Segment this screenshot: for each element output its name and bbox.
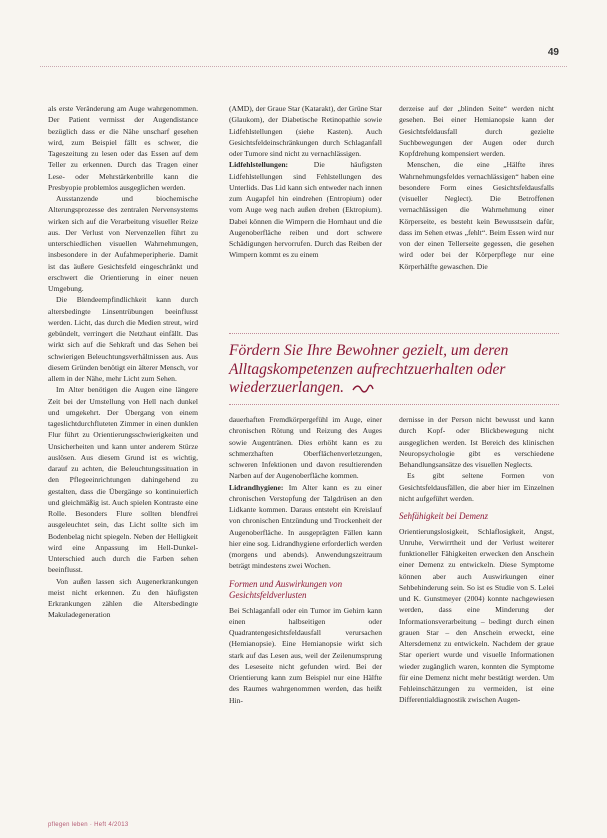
column-2-top [229,103,382,261]
paragraph: (AMD), der Graue Star (Katarakt), der Grüne Star (Glaukom), der Diabetische Retinopathie sowie Lidfehlstellungen (siehe Kasten). Auch Gesichtsfeldeinschränkungen durch Schlaganfall oder Tumore sind nicht zu vernachlässigen. [229,104,382,158]
paragraph: Es gibt seltene Formen von Gesichtsfeldausfällen, die aber hier im Einzelnen nicht aufgeführt werden. [399,471,554,503]
run-in-heading: Lidfehlstellungen: [229,160,289,170]
column-1 [48,103,198,621]
run-in-heading: Lidrandhygiene: [229,482,284,492]
pullquote-rule-bottom [229,404,559,405]
pullquote [229,342,559,398]
column-3-bottom [399,414,554,706]
subheading: Formen und Auswirkungen von Gesichtsfeldverlusten [229,578,343,600]
paragraph: Ausstanzende und biochemische Alterungsprozesse des zentralen Nervensystems wirken sich auf die Verarbeitung visueller Reize aus. Der Verlust von Nervenzellen führt zu unterschiedlichen visuellen Wahrnehmungen, insbesondere in der Aufahmeperipherie. Damit ist das äußere Gesichtsfeld eingeschränkt und erschwert die Orientierung in einer neuen Umgebung. [48,194,198,293]
pullquote-rule-top [229,333,559,334]
paragraph: dernisse in der Person nicht bewusst und kann durch Kopf- oder Blickbewegung nicht ausgeglichen werden. Ist Bereich des klinischen Neuropsychologie gibt es verschiedene Behandlungsansätze des visuellen Neglects. [399,415,554,469]
ornament-icon [352,384,374,394]
paragraph-lidrandhygiene [229,482,382,572]
paragraph: dauerhaften Fremdkörpergefühl im Auge, einer chronischen Rötung und Reizung des Auges sowie Augentränen. Dies erhöht kann es zu schmerzhaften Oberflächenverletzungen, schweren Infektionen und davon resultierenden Narben auf der Augenoberfläche kommen. [229,415,382,481]
paragraph: Von außen lassen sich Augenerkrankungen meist nicht erkennen. Zu den häufigsten Erkrankungen zählen die Altersbedingte Makuladegeneration [48,576,198,620]
paragraph: Die Blendeempfindlichkeit kann durch altersbedingte Linsentrübungen beeinflusst werden. Licht, das durch die Medien streut, wird gebündelt, verringert die Netzhaut einfällt. Das wirkt sich auf die Sehkraft und das Sehen bei schwierigen Beleuchtungsverhältnissen aus. Aus diesem Gründen benötigt ein älterer Mensch, vor allem in der Nähe, mehr Licht zum Sehen. [48,295,198,383]
page-number: 49 [547,47,559,58]
pullquote-text: Fördern Sie Ihre Bewohner gezielt, um deren Alltagskompetenzen aufrechtzuerhalten oder wiederzuerlangen. [229,342,509,397]
paragraph: Bei Schlaganfall oder ein Tumor im Gehirn kann einen halbseitigen oder Quadrantengesichtsfeldausfall verursachen (Hemianopsie). Eine Hemianopsie wirkt sich stark auf das Lesen aus, weil der Zeilenumsprung des Leseseite nicht gefunden wird. Bei der Orientierung kann zum Beispiel nur eine Hälfte des Raumes wahrgenommen werden, das heißt Hin- [229,605,382,705]
paragraph: Im Alter benötigen die Augen eine längere Zeit bei der Umstellung von Hell nach dunkel und umgekehrt. Der Übergang von einem tageslichtdurchfluteten Zimmer in einen dunklen Flur führt zu Orientierungsschwierigkeiten und Unsicherheiten und kann unter anderem Stürze auslösen. Aus diesem Grund ist es wichtig, darauf zu achten, die Beleuchtungssituation in den Pflegeeinrichtungen dahingehend zu gestalten, dass die Übergänge so kontinuierlich und gleichmäßig ist. Auch spielen Kontraste eine Rolle. Besonders Flure sollten blendfrei ausgeleuchtet sein, das Licht sollte sich im Bodenbelag nicht spiegeln. Neben der Helligkeit wird eine Anpassung im Hell-Dunkel-Unterschied auch durch die Farben sehen beeinflusst. [48,385,198,575]
paragraph: Orientierungslosigkeit, Schlaflosigkeit, Angst, Unruhe, Verwirrtheit und der Verlust weiterer funktioneller Fähigkeiten erwecken den Anschein einer Demenz zu entwickeln. Diese Symptome können aber auch Auswirkungen einer Sehbehinderung sein. So ist es Studie von S. Lelei und K. Gunstmeyer (2004) konnte nachgewiesen werden, dass eine Minderung der Informationsverarbeitung – bedingt durch einen grauen Star – den Anschein erweckt, eine Altersdemenz zu entwickeln. Nachdem der graue Star operiert wurde und visuelle Informationen wieder zugänglich waren, konnten die Symptome für eine Demenz nicht mehr bestätigt werden. Um Fehleinschätzungen zu vermeiden, ist eine Differentialdiagnostik zwischen Augen- [399,526,554,705]
footer: pflegen leben · Heft 4/2013 [48,822,129,828]
column-2-bottom [229,414,382,706]
paragraph: als erste Veränderung am Auge wahrgenommen. Der Patient vermisst der Augendistance bezüglich dass er die Nähe unscharf gesehen wird, zum Beispiel fällt es schwer, die Tageszeitung zu lesen oder das Essen auf dem Teller zu erkennen. Durch das Tragen einer Lese- oder Mehrstärkenbrille kann die Presbyopie problemlos ausgeglichen werden. [48,104,198,192]
paragraph-text: Die häufigsten Lidfehlstellungen sind Fehlstellungen des Unterlids. Das Lid kann sich entweder nach innen zum Augapfel hin eindrehen (Entropium) oder vom Auge weg nach außen drehen (Ektropium). Dabei können die Wimpern die Hornhaut und die Augenoberfläche reiben und dort schwere Schädigungen hervorrufen. Durch das Reiben der Wimpern kommt es zu einem [229,160,382,260]
paragraph-text: Im Alter kann es zu einer chronischen Verstopfung der Talgdrüsen an den Lidkante kommen. Daraus entsteht ein Kreislauf von chronischen Entzündung und Trockenheit der Augenoberfläche. In ausgeprägten Fällen kann hier eine sog. Lidrandhygiene erforderlich werden (morgens und abends). Anwendungszeitraum beträgt mindestens zwei Wochen. [229,482,382,571]
column-3-top [399,103,554,272]
header-rule [40,66,567,67]
subheading: Sehfähigkeit bei Demenz [399,511,488,521]
paragraph: Menschen, die eine „Hälfte ihres Wahrnehmungsfeldes vernachlässigen“ haben eine besondere Form eines Gesichtsfeldausfalls (visueller Neglect). Die Betroffenen vernachlässigen die Wahrnehmung einer Körperseite, es besteht kein Bewusstsein dafür, dass im Sehen etwas „fehlt“. Beim Essen wird nur von der einen Tellerseite gegessen, die gesehen wird oder bei der Körperpflege nur eine Körperhälfte gewaschen. Die [399,160,554,271]
paragraph-lidfehlstellungen [229,159,382,260]
paragraph: derzeise auf der „blinden Seite“ werden nicht gesehen. Bei einer Hemianopsie kann der Gesichtsfeldausfall durch gezielte Suchbewegungen der Augen oder durch Kopfdrehung kompensiert werden. [399,104,554,158]
